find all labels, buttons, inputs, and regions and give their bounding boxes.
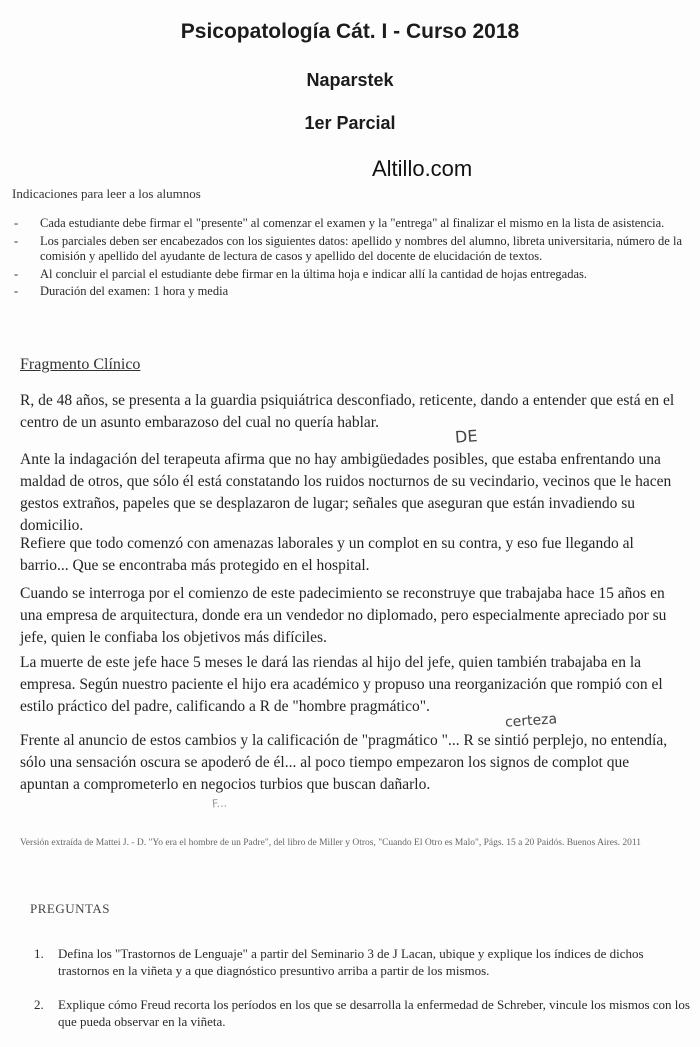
question-item: [20, 996, 690, 1030]
instruction-item: - Al concluir el parcial el estudiante debe firmar en la última hoja e indicar allí la cantidad de hojas entregadas.: [14, 266, 587, 281]
instruction-item: - Cada estudiante debe firmar el "presente" al comenzar el examen y la "entrega" al finalizar el mismo en la lista de asistencia.: [14, 216, 665, 230]
handwritten-note-de: DE: [454, 426, 479, 447]
source-reference: Versión extraída de Mattei J. - D. "Yo era el hombre de un Padre", del libro de Miller y Otros, "Cuando El Otro es Malo", Págs. 15 a 20 Paidós. Buenos Aires. 2011: [20, 838, 642, 848]
question-text: Explique cómo Freud recorta los períodos en los que se desarrolla la enfermedad de Schreber, vincule los mismos con los que pueda observar en la viñeta.: [58, 997, 690, 1029]
instruction-item: - Los parciales deben ser encabezados con los siguientes datos: apellido y nombres del alumno, libreta universitaria, número de la comisión y apellido del ayudante de lectura de casos y apellido del docente de elucidación de textos.: [14, 233, 682, 263]
instruction-text: Al concluir el parcial el estudiante debe firmar en la última hoja e indicar allí la cantidad de hojas entregadas.: [40, 266, 587, 281]
instructions-title: Indicaciones para leer a los alumnos: [12, 186, 201, 201]
fragment-paragraph: Cuando se interroga por el comienzo de este padecimiento se reconstruye que trabajaba hace 15 años en una empresa de arquitectura, donde era un vendedor no diplomado, pero especialmente apreciado por su jefe, quien le confiaba los objetivos más difíciles.: [20, 585, 667, 646]
fragment-paragraph: Refiere que todo comenzó con amenazas laborales y un complot en su contra, y eso fue llegando al barrio... Que se encontraba más protegido en el hospital.: [20, 535, 634, 574]
question-text: Defina los "Trastornos de Lenguaje" a partir del Seminario 3 de J Lacan, ubique y explique los índices de dichos trastornos en la viñeta y a que diagnóstico presuntivo arriba a partir de los mismos.: [58, 946, 644, 978]
fragment-title: Fragmento Clínico: [20, 356, 141, 373]
questions-list: [20, 945, 690, 1047]
question-item: [20, 945, 690, 979]
professor-name: Naparstek: [306, 70, 394, 90]
watermark: Altillo.com: [372, 156, 473, 181]
fragment-paragraph: R, de 48 años, se presenta a la guardia psiquiátrica desconfiado, reticente, dando a entender que está en el centro de un asunto embarazoso del cual no quería hablar.: [20, 392, 675, 431]
instruction-text: Cada estudiante debe firmar el "presente" al comenzar el examen y la "entrega" al finalizar el mismo en la lista de asistencia.: [40, 216, 665, 230]
question-number: 1.: [34, 946, 44, 961]
instructions-list: [14, 216, 682, 302]
instruction-text: Los parciales deben ser encabezados con los siguientes datos: apellido y nombres del alumno, libreta universitaria, número de la comisión y apellido del ayudante de lectura de casos y apellido del docente de elucidación de textos.: [40, 233, 682, 263]
fragment-paragraph: Frente al anuncio de estos cambios y la calificación de "pragmático "... R se sintió perplejo, no entendía, sólo una sensación oscura se apoderó de él... al poco tiempo empezaron los signos de complot que apuntan a comprometerlo en negocios turbios que buscan dañarlo.: [20, 732, 668, 793]
questions-title: PREGUNTAS: [30, 901, 111, 916]
instruction-item: - Duración del examen: 1 hora y media: [14, 284, 229, 298]
instruction-text: Duración del examen: 1 hora y media: [40, 284, 229, 298]
question-number: 2.: [34, 997, 44, 1012]
exam-title: 1er Parcial: [304, 113, 396, 133]
course-title: Psicopatología Cát. I - Curso 2018: [180, 20, 520, 43]
fragment-paragraph: La muerte de este jefe hace 5 meses le dará las riendas al hijo del jefe, quien también trabajaba en la empresa. Según nuestro paciente el hijo era académico y propuso una reorganización que rompió con el estilo práctico del padre, calificando a R de "hombre pragmático".: [20, 654, 663, 715]
fragment-paragraph: Ante la indagación del terapeuta afirma que no hay ambigüedades posibles, que estaba enfrentando una maldad de otros, que sólo él está constatando los ruidos nocturnos de su vecindario, vecinos que le hacen gestos extraños, papeles que se desplazaron de lugar; señales que aseguran que están invadiendo su domicilio.: [20, 451, 672, 534]
handwritten-scribble: F...: [211, 796, 228, 811]
handwritten-note-certeza: certeza: [504, 711, 558, 731]
